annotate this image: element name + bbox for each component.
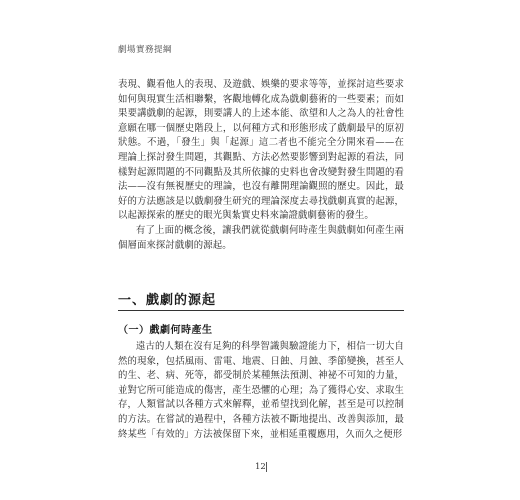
- subsection-heading: （一）戲劇何時產生: [118, 325, 213, 336]
- page-number-divider: [266, 462, 267, 472]
- section-heading: 一、戲劇的源起: [118, 293, 217, 308]
- section-divider: [118, 310, 404, 311]
- page-number: 12: [255, 462, 266, 472]
- intro-paragraph-transition: 有了上面的概念後，讓我們就從戲劇何時產生與戲劇如何產生兩個層面來探討戲劇的源起。: [118, 224, 404, 251]
- running-head: 劇場實務提綱: [118, 45, 173, 55]
- intro-text-block: [118, 78, 404, 253]
- intro-paragraph: 表現、觀看他人的表現、及遊戲、娛樂的要求等等，並探討這些要求如何與現實生活相聯繫，客觀地轉化成為戲劇藝術的一些要素；而如果要講戲劇的起源，則要講人的上述本能、欲望和人之為人的社會性意願在哪一個歷史階段上，以何種方式和形態形成了戲劇最早的原初狀態。不過，「發生」與「起源」這二者也不能完全分開來看——在理論上探討發生問題，其觀點、方法必然要影響到對起源的看法，同樣對起源問題的不同觀點及其所依據的史料也會改變對發生問題的看法——沒有無視歷史的理論，也沒有離開理論觀照的歷史。因此，最好的方法應該是以戲劇發生研究的理論深度去尋找戲劇真實的起源，以起源探索的歷史的眼光與紮實史料來論證戲劇藝術的發生。: [118, 79, 404, 222]
- section-paragraph: 遠古的人類在沒有足夠的科學智識與驗證能力下，相信一切大自然的現象，包括風雨、雷電、地震、日蝕、月蝕、季節變換，甚至人的生、老、病、死等，都受制於某種無法預測、神祕不可知的力量，並對它所可能造成的傷害，產生恐懼的心理；為了獲得心安、求取生存，人類嘗試以各種方式來解釋，並希望找到化解，甚至是可以控制的方法。在嘗試的過程中，各種方法被不斷地提出、改善與添加，最終某些「有效的」方法被保留下來，並相延重覆應用，久而久之便形: [118, 341, 404, 440]
- section-text-block: [118, 340, 404, 442]
